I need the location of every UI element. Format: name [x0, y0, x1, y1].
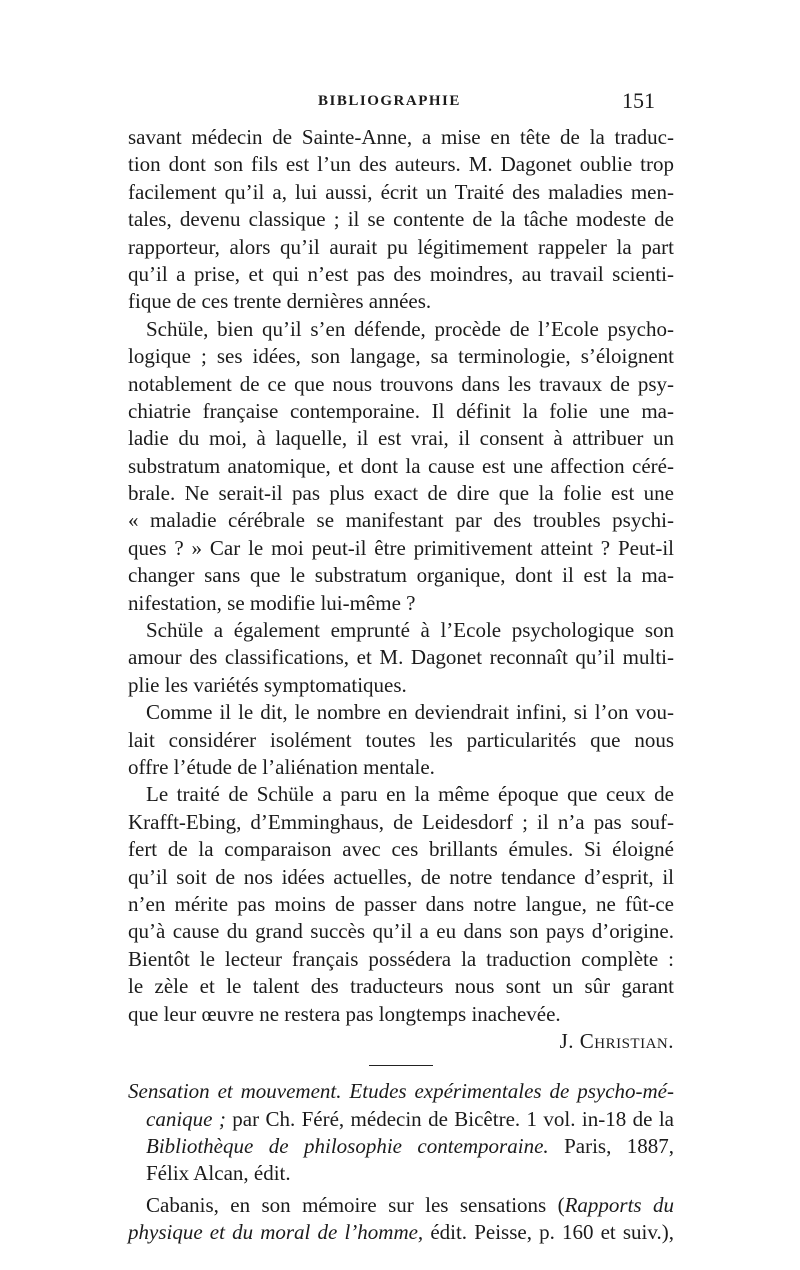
text-line: fert de la comparaison avec ces brillants émules. Si éloigné: [128, 837, 674, 862]
entry-line: [128, 1133, 674, 1160]
text-line: qu’il a prise, et qui n’est pas des moindres, au travail scienti-: [128, 261, 674, 286]
text-line: qu’il soit de nos idées actuelles, de notre tendance d’esprit, il: [128, 864, 674, 889]
body-text: [128, 124, 674, 1247]
bibliography-entry: [128, 1078, 674, 1188]
text-line: Bientôt le lecteur français possédera la traduction complète :: [128, 946, 674, 971]
text-run-italic: Rapports du: [564, 1192, 674, 1217]
text-run: Cabanis, en son mémoire sur les sensations (: [146, 1192, 565, 1217]
text-line: tales, devenu classique ; il se contente de la tâche modeste de: [128, 207, 674, 232]
text-line: amour des classifications, et M. Dagonet reconnaît qu’il multi-: [128, 645, 674, 670]
text-run: édit. Peisse, p. 160 et suiv.),: [423, 1220, 675, 1245]
text-line: [128, 1219, 674, 1246]
text-line: ladie du moi, à laquelle, il est vrai, il consent à attribuer un: [128, 426, 674, 451]
text-line: changer sans que le substratum organique, dont il est la ma-: [128, 563, 674, 588]
entry-place-date: Paris, 1887,: [548, 1134, 675, 1159]
entry-series: Bibliothèque de philosophie contemporaine.: [146, 1134, 549, 1159]
paragraph-5: [128, 781, 674, 1028]
text-line: substratum anatomique, et dont la cause est une affection céré-: [128, 453, 674, 478]
text-line: Le traité de Schüle a paru en la même époque que ceux de: [146, 782, 674, 807]
entry-publisher: Félix Alcan, édit.: [146, 1161, 291, 1186]
text-line: ques ? » Car le moi peut-il être primitivement atteint ? Peut-il: [128, 535, 674, 560]
entry-title-end: canique ;: [146, 1106, 226, 1131]
entry-title: Sensation et mouvement. Etudes expérimentales de psycho-mé-: [128, 1079, 674, 1104]
text-line: qu’à cause du grand succès qu’il a eu dans son pays d’origine.: [128, 919, 674, 944]
section-divider: [369, 1065, 433, 1066]
author-signature: J. Christian.: [559, 1028, 674, 1053]
text-line: lait considérer isolément toutes les particularités que nous: [128, 727, 674, 752]
text-line: chiatrie française contemporaine. Il définit la folie une ma-: [128, 398, 674, 423]
text-line: Comme il le dit, le nombre en deviendrait infini, si l’on vou-: [146, 700, 674, 725]
paragraph-3: [128, 617, 674, 699]
text-line: facilement qu’il a, lui aussi, écrit un Traité des maladies men-: [128, 179, 674, 204]
text-line: Krafft-Ebing, d’Emminghaus, de Leidesdorf ; il n’a pas souf-: [128, 809, 674, 834]
text-line: que leur œuvre ne restera pas longtemps inachevée.: [128, 1001, 561, 1026]
text-line: Schüle a également emprunté à l’Ecole psychologique son: [146, 618, 674, 643]
text-line: fique de ces trente dernières années.: [128, 289, 432, 314]
text-line: savant médecin de Sainte-Anne, a mise en tête de la traduc-: [128, 125, 674, 149]
entry-line: [128, 1106, 674, 1133]
text-line: plie les variétés symptomatiques.: [128, 672, 407, 697]
text-line: le zèle et le talent des traducteurs nous sont un sûr garant: [128, 974, 674, 999]
entry-author: par Ch. Féré, médecin de Bicêtre. 1 vol. in-18 de la: [225, 1106, 674, 1131]
paragraph-2: [128, 316, 674, 617]
paragraph-4: [128, 699, 674, 781]
text-line: Schüle, bien qu’il s’en défende, procède de l’Ecole psycho-: [146, 316, 674, 341]
text-line: notablement de ce que nous trouvons dans les travaux de psy-: [128, 371, 674, 396]
page-number: 151: [622, 88, 655, 113]
text-line: n’en mérite pas moins de passer dans notre langue, ne fût-ce: [128, 891, 674, 916]
text-line: nifestation, se modifie lui-même ?: [128, 590, 416, 615]
text-line: brale. Ne serait-il pas plus exact de dire que la folie est une: [128, 481, 674, 506]
paragraph-6: [128, 1192, 674, 1247]
text-run-italic: physique et du moral de l’homme,: [128, 1220, 424, 1245]
text-line: tion dont son fils est l’un des auteurs. M. Dagonet oublie trop: [128, 152, 674, 177]
paragraph-1: [128, 124, 674, 316]
text-line: rapporteur, alors qu’il aurait pu légitimement rappeler la part: [128, 234, 674, 259]
running-head: BIBLIOGRAPHIE: [318, 93, 461, 109]
text-line: logique ; ses idées, son langage, sa terminologie, s’éloignent: [128, 344, 674, 369]
text-line: « maladie cérébrale se manifestant par des troubles psychi-: [128, 508, 674, 533]
text-line: offre l’étude de l’aliénation mentale.: [128, 754, 435, 779]
text-line: [128, 1192, 674, 1219]
entry-title-line: [128, 1078, 674, 1105]
